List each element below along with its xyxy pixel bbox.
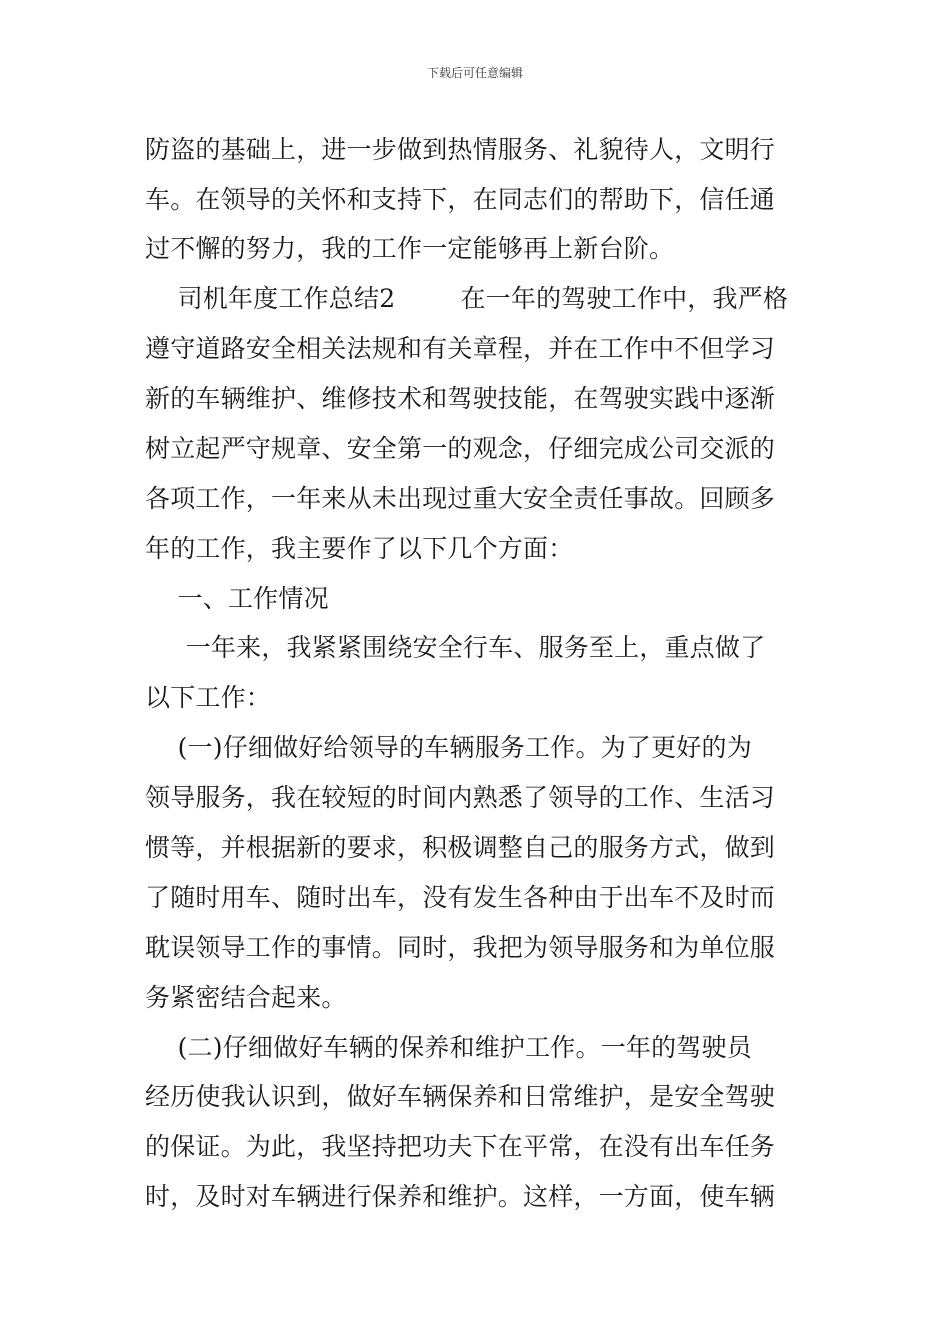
text-line: 惯等，并根据新的要求，积极调整自己的服务方式，做到 [145,833,776,862]
text-line: 务紧密结合起来。 [145,983,347,1012]
text-line: 一年来，我紧紧围绕安全行车、服务至上，重点做了 [145,633,766,662]
text-line: 以下工作： [145,683,272,712]
text-line: 各项工作，一年来从未出现过重大安全责任事故。回顾多 [145,484,776,513]
section-heading: 一、工作情况 [145,584,329,613]
text-line: 经历使我认识到，做好车辆保养和日常维护，是安全驾驶 [145,1082,776,1111]
text-line: 新的车辆维护、维修技术和驾驶技能，在驾驶实践中逐渐 [145,384,776,413]
text-line: 时，及时对车辆进行保养和维护。这样，一方面，使车辆 [145,1182,776,1211]
text-line: 了随时用车、随时出车，没有发生各种由于出车不及时而 [145,883,776,912]
text-line: 司机年度工作总结2 在一年的驾驶工作中，我严格 [145,284,789,313]
text-line: (一)仔细做好给领导的车辆服务工作。为了更好的为 [145,733,752,762]
text-line: 领导服务，我在较短的时间内熟悉了领导的工作、生活习 [145,783,776,812]
text-line: (二)仔细做好车辆的保养和维护工作。一年的驾驶员 [145,1033,752,1062]
text-line: 年的工作，我主要作了以下几个方面： [145,534,574,563]
text-line: 遵守道路安全相关法规和有关章程，并在工作中不但学习 [145,334,776,363]
page-header: 下载后可任意编辑 [426,66,523,80]
text-line: 耽误领导工作的事情。同时，我把为领导服务和为单位服 [145,933,776,962]
text-line: 防盗的基础上，进一步做到热情服务、礼貌待人，文明行 [145,135,776,164]
text-line: 的保证。为此，我坚持把功夫下在平常，在没有出车任务 [145,1132,776,1161]
text-line: 树立起严守规章、安全第一的观念，仔细完成公司交派的 [145,434,776,463]
text-line: 车。在领导的关怀和支持下，在同志们的帮助下，信任通 [145,185,776,214]
text-line: 过不懈的努力，我的工作一定能够再上新台阶。 [145,234,675,263]
